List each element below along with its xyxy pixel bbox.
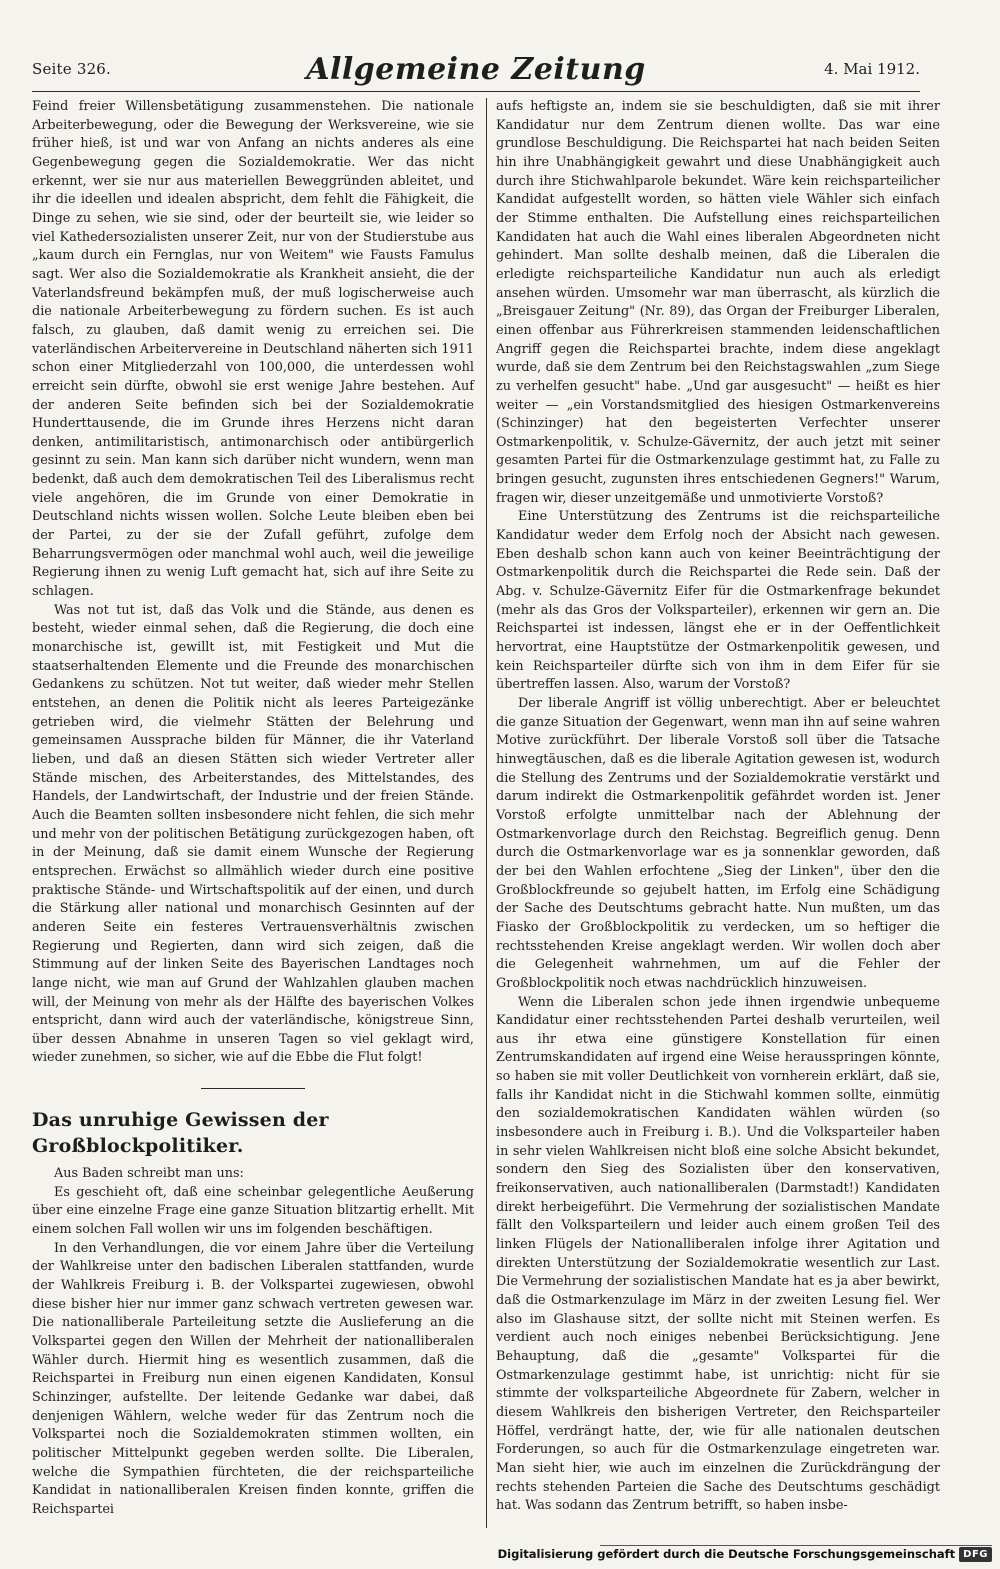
paragraph: Eine Unterstützung des Zentrums ist die reichsparteiliche Kandidatur weder dem Erfolg noch der Absicht nach gewesen. Eben deshalb schon kann auch von keiner Beeinträchtigung der Ostmarkenpolitik durch die Reichspartei die Rede sein. Daß der Abg. v. Schulze-Gävernitz Eifer für die Ostmarkenfrage bekundet (mehr als das Gros der Volksparteiler), erkennen wir gern an. Die Reichspartei ist indessen, längst ehe er in der Oeffentlichkeit hervortrat, eine Hauptstütze der Ostmarkenpolitik gewesen, und kein Reichsparteiler dürfte sich von ihm in dem Eifer für sie übertreffen lassen. Also, warum der Vorstoß?: [496, 509, 940, 693]
header-rule: [32, 91, 920, 92]
paragraph: aufs heftigste an, indem sie sie beschuldigten, daß sie mit ihrer Kandidatur nur dem Zentrum dienen wollte. Das war eine grundlose Beschuldigung. Die Reichspartei hat nach beiden Seiten hin ihre Unabhängigkeit gewahrt und diese Unabhängigkeit auch durch ihre Stichwahlparole bekundet. Wäre kein reichsparteilicher Kandidat aufgestellt worden, so hätten viele Wähler sich einfach der Stimme enthalten. Die Aufstellung eines reichsparteilichen Kandidaten hat auch die Wahl eines liberalen Abgeordneten nicht gehindert. Man sollte deshalb meinen, daß die Liberalen die erledigte reichsparteiliche Kandidatur nun auch als erledigt ansehen würden. Umsomehr war man überrascht, als kürzlich die „Breisgauer Zeitung" (Nr. 89), das Organ der Freiburger Liberalen, einen offenbar aus Führerkreisen stammenden leidenschaftlichen Angriff gegen die Reichspartei brachte, indem diese angeklagt wurde, daß sie dem Zentrum bei den Reichstagswahlen „zum Siege zu verhelfen gesucht" habe. „Und gar ausgesucht" — heißt es hier weiter — „ein Vorstandsmitglied des hiesigen Ostmarkenvereins (Schinzinger) hat den begeisterten Verfechter unserer Ostmarkenpolitik, v. Schulze-Gävernitz, der auch jetzt mit seiner gesamten Partei für die Ostmarkenzulage gestimmt hat, zu Falle zu bringen gesucht, zugunsten ihres entschiedenen Gegners!" Warum, fragen wir, dieser unzeitgemäße und unmotivierte Vorstoß?: [496, 99, 940, 506]
paragraph: In den Verhandlungen, die vor einem Jahre über die Verteilung der Wahlkreise unter den badischen Liberalen stattfanden, wurde der Wahlkreis Freiburg i. B. der Volkspartei zugewiesen, obwohl diese bisher hier nur immer ganz schwach vertreten gewesen war. Die nationalliberale Parteileitung setzte die Auslieferung an die Volkspartei gegen den Willen der Mehrheit der nationalliberalen Wähler durch. Hiermit hing es wesentlich zusammen, daß die Reichspartei in Freiburg nun einen eigenen Kandidaten, Konsul Schinzinger, aufstellte. Der leitende Gedanke war dabei, daß denjenigen Wählern, welche weder für das Zentrum noch die Volkspartei noch die Sozialdemokraten stimmen wollten, ein politischer Mittelpunkt gegeben werden sollte. Die Liberalen, welche die Sympathien fürchteten, die der reichsparteiliche Kandidat in nationalliberalen Kreisen finden konnte, griffen die Reichspartei: [32, 1240, 474, 1517]
dateline: Aus Baden schreibt man uns:: [54, 1166, 244, 1182]
right-column: [496, 98, 940, 1516]
issue-date: 4. Mai 1912.: [824, 60, 920, 78]
paragraph: Wenn die Liberalen schon jede ihnen irgendwie unbequeme Kandidatur einer rechtsstehenden Partei deshalb verurteilen, weil aus ihr etwa eine günstigere Konstellation für einen Zentrumskandidaten auf irgend eine Weise herausspringen könnte, so haben sie mit voller Deutlichkeit von vornherein erklärt, daß sie, falls ihr Kandidat nicht in die Stichwahl kommen sollte, einmütig den sozialdemokratischen Kandidaten wählen würden (so insbesondere auch in Freiburg i. B.). Und die Volksparteiler haben in sehr vielen Wahlkreisen nicht bloß eine solche Absicht bekundet, sondern den Sieg des Sozialisten über den konservativen, freikonservativen, auch nationalliberalen (Darmstadt!) Kandidaten direkt herbeigeführt. Die Vermehrung der sozialistischen Mandate fällt den Volksparteilern und leider auch einem großen Teil des linken Flügels der Nationalliberalen infolge ihrer Agitation und direkten Unterstützung der Sozialdemokratie wesentlich zur Last. Die Vermehrung der sozialistischen Mandate hat es ja aber bewirkt, daß die Ostmarkenzulage im März in der zweiten Lesung fiel. Wer also im Glashause sitzt, der sollte nicht mit Steinen werfen. Es verdient auch noch einiges nebenbei Berücksichtigung. Jene Behauptung, daß die „gesamte" Volkspartei für die Ostmarkenzulage gestimmt habe, ist unrichtig: nicht für sie stimmte der volksparteiliche Abgeordnete für Zabern, welcher in diesem Wahlkreis den bisherigen Vertreter, den Reichsparteiler Höffel, verdrängt hatte, der, wie für alle nationalen deutschen Forderungen, so auch für die Ostmarkenzulage eingetreten war. Man sieht hier, wie auch im einzelnen die Zurückdrängung der rechts stehenden Parteien die Sache des Deutschtums geschädigt hat. Was sodann das Zentrum betrifft, so haben insbe-: [496, 994, 940, 1514]
paragraph: Es geschieht oft, daß eine scheinbar gelegentliche Aeußerung über eine einzelne Frage eine ganze Situation blitzartig erhellt. Mit einem solchen Fall wollen wir uns im folgenden beschäftigen.: [32, 1184, 474, 1238]
digitization-footer: [498, 1544, 992, 1564]
footer-credit: Digitalisierung gefördert durch die Deutsche Forschungsgemeinschaft: [497, 1547, 956, 1561]
page-header: [32, 52, 920, 88]
masthead-title: Allgemeine Zeitung: [306, 52, 646, 87]
article-title: Das unruhige Gewissen der Großblockpolitiker.: [32, 1109, 329, 1158]
left-column: [32, 98, 474, 1520]
paragraph: Der liberale Angriff ist völlig unberechtigt. Aber er beleuchtet die ganze Situation der Gegenwart, wenn man ihn auf seine wahren Motive zurückführt. Der liberale Vorstoß soll über die Tatsache hinwegtäuschen, daß es die liberale Agitation gewesen ist, wodurch die Stellung des Zentrums und der Sozialdemokratie verstärkt und darum indirekt die Ostmarkenpolitik gefährdet worden ist. Jener Vorstoß erfolgte unmittelbar nach der Ablehnung der Ostmarkenvorlage durch den Reichstag. Begreiflich genug. Denn durch die Ostmarkenvorlage war es ja sonnenklar geworden, daß der bei den Wahlen erfochtene „Sieg der Linken", über den die Großblockfreunde so gejubelt hatten, im Erfolg eine Schädigung der Sache des Deutschtums gebracht hatte. Nun mußten, um das Fiasko der Großblockpolitik zu verdecken, um so heftiger die rechtsstehenden Kreise angeklagt werden. Wir wollen doch aber die Gelegenheit wahrnehmen, um auf die Fehler der Großblockpolitik noch etwas nachdrücklich hinzuweisen.: [496, 696, 940, 991]
page-number: Seite 326.: [32, 60, 112, 78]
paragraph: Feind freier Willensbetätigung zusammenstehen. Die nationale Arbeiterbewegung, oder die Bewegung der Werksvereine, wie sie früher hieß, ist und war von Anfang an nichts anderes als eine Gegenbewegung gegen die Sozialdemokratie. Wer das nicht erkennt, wer sie nur aus materiellen Beweggründen ableitet, und ihr die ideellen und idealen abspricht, dem fehlt die Fähigkeit, die Dinge zu sehen, wie sie sind, oder der beurteilt sie, wie leider so viel Kathedersozialisten unserer Zeit, nur von der Studierstube aus „kaum durch ein Fernglas, nur von Weitem" wie Fausts Famulus sagt. Wer also die Sozialdemokratie als Krankheit ansieht, die der Vaterlandsfreund bekämpfen muß, der muß logischerweise auch die nationale Arbeiterbewegung zu fördern suchen. Es ist auch falsch, zu glauben, daß damit wenig zu erreichen sei. Die vaterländischen Arbeitervereine in Deutschland näherten sich 1911 schon einer Mitgliederzahl von 100,000, die unterdessen wohl erreicht sein dürfte, obwohl sie erst wenige Jahre bestehen. Auf der anderen Seite befinden sich bei der Sozialdemokratie Hunderttausende, die im Grunde ihres Herzens nicht daran denken, antimilitaristisch, antimonarchisch oder antibürgerlich gesinnt zu sein. Man kann sich darüber nicht wundern, wenn man bedenkt, daß auch dem demokratischen Teil des Liberalismus recht viele angehören, die im Grunde von einer Demokratie in Deutschland nichts wissen wollen. Solche Leute bleiben eben bei der Partei, zu der sie der Zufall geführt, zufolge dem Beharrungsvermögen oder manchmal wohl auch, weil die jeweilige Regierung ihnen zu wenig Luft gemacht hat, sich auf ihre Seite zu schlagen.: [32, 99, 474, 600]
dfg-logo-icon: DFG: [959, 1547, 992, 1562]
paragraph: Was not tut ist, daß das Volk und die Stände, aus denen es besteht, wieder einmal sehen, daß die Regierung, die doch eine monarchische ist, gewillt ist, mit Festigkeit und Mut die staatserhaltenden Elemente und die Freunde des monarchischen Gedankens zu schützen. Not tut weiter, daß wieder mehr Stellen entstehen, an denen die Politik nicht als leeres Parteigezänke getrieben wird, die vielmehr Stätten der Belehrung und gemeinsamen Aussprache bilden für Männer, die ihr Vaterland lieben, und daß an diesen Stätten sich wieder Vertreter aller Stände mischen, des Arbeiterstandes, des Mittelstandes, des Handels, der Landwirtschaft, der Industrie und der freien Stände. Auch die Beamten sollten insbesondere nicht fehlen, die sich mehr und mehr von der politischen Betätigung zurückgezogen haben, oft in der Meinung, daß sie damit einem Wunsche der Regierung entsprechen. Erwächst so allmählich wieder durch eine positive praktische Stände- und Wirtschaftspolitik auf der einen, und durch die Stärkung aller national und monarchisch Gesinnten auf der anderen Seite ein festeres Vertrauensverhältnis zwischen Regierung und Regierten, dann wird sich zeigen, daß die Stimmung auf der linken Seite des Bayerischen Landtages noch lange nicht, wie man auf Grund der Wahlzahlen glauben machen will, der Meinung von mehr als der Hälfte des bayerischen Volkes entspricht, dann wird auch der vaterländische, königstreue Sinn, über dessen Abnahme in unseren Tagen so viel geklagt wird, wieder zunehmen, so sicher, wie auf die Ebbe die Flut folgt!: [32, 602, 474, 1066]
section-separator: [201, 1088, 305, 1089]
column-divider: [486, 98, 487, 1528]
